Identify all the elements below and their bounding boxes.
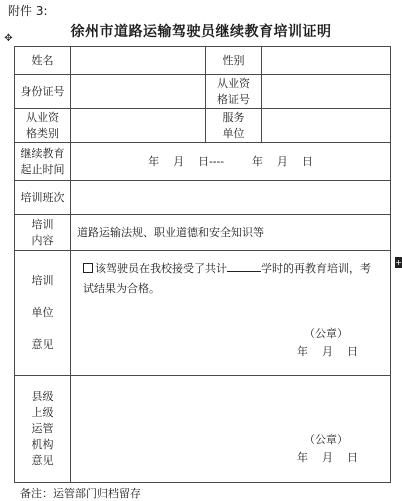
training-unit-opinion-field	[71, 251, 391, 376]
opinion-label-line3: 意见	[31, 338, 54, 351]
qualification-cert-label-line2: 格证号	[217, 92, 250, 106]
county-authority-opinion-label	[15, 376, 71, 483]
hours-blank-field[interactable]	[227, 259, 261, 272]
training-unit-date: 年 月 日	[297, 345, 358, 358]
county-label-line4: 机构	[31, 438, 54, 451]
row-name-gender	[15, 47, 391, 75]
service-unit-label-line1: 服务	[222, 110, 245, 124]
qualification-category-field[interactable]	[71, 109, 206, 143]
gender-field[interactable]	[262, 47, 391, 75]
name-label: 姓名	[15, 47, 71, 75]
row-class	[15, 181, 391, 215]
id-number-label: 身份证号	[15, 75, 71, 109]
statement-suffix: 学时的再教育培训，考试结果为合格。	[83, 262, 371, 295]
qualification-cert-label	[206, 75, 262, 109]
row-county-opinion	[15, 376, 391, 483]
opinion-label-line1: 培训	[31, 274, 54, 287]
county-authority-opinion-field	[71, 376, 391, 483]
county-authority-seal: （公章）	[304, 433, 348, 446]
service-unit-field[interactable]	[262, 109, 391, 143]
qualification-category-label-line1: 从业资	[26, 110, 59, 124]
row-category-unit	[15, 109, 391, 143]
name-field[interactable]	[71, 47, 206, 75]
id-number-field[interactable]	[71, 75, 206, 109]
attachment-label: 附件 3:	[8, 4, 48, 18]
service-unit-label-line2: 单位	[222, 126, 245, 140]
training-period-label-line1: 继续教育	[20, 146, 65, 160]
statement-prefix: 该驾驶员在我校接受了共计	[95, 262, 227, 275]
move-cross-icon[interactable]: ✥	[4, 33, 13, 44]
training-period-label-line2: 起止时间	[20, 162, 65, 176]
training-period-field[interactable]: 年 月 日---- 年 月 日	[71, 143, 391, 181]
county-label-line3: 运管	[31, 422, 54, 435]
training-statement	[71, 251, 390, 299]
document-title: 徐州市道路运输驾驶员继续教育培训证明	[70, 24, 332, 40]
row-content	[15, 215, 391, 251]
qualification-category-label	[15, 109, 71, 143]
county-label-line1: 县级	[31, 390, 54, 403]
opinion-label-line2: 单位	[31, 306, 54, 319]
county-authority-date: 年 月 日	[297, 451, 358, 464]
edge-marker-icon[interactable]: +	[395, 258, 402, 267]
qualification-cert-field[interactable]	[262, 75, 391, 109]
checkbox-icon[interactable]	[83, 263, 93, 273]
training-unit-opinion-label	[15, 251, 71, 376]
qualification-cert-label-line1: 从业资	[217, 76, 250, 90]
training-content-label-line2: 内容	[31, 233, 54, 247]
training-content-label	[15, 215, 71, 251]
county-label-line2: 上级	[31, 406, 54, 419]
training-unit-seal: （公章）	[304, 327, 348, 340]
training-period-label	[15, 143, 71, 181]
service-unit-label	[206, 109, 262, 143]
gender-label: 性别	[206, 47, 262, 75]
row-period	[15, 143, 391, 181]
qualification-category-label-line2: 格类别	[26, 126, 59, 140]
certificate-form-table	[14, 46, 391, 483]
row-id-cert	[15, 75, 391, 109]
row-training-opinion	[15, 251, 391, 376]
training-class-field[interactable]	[71, 181, 391, 215]
training-class-label: 培训班次	[15, 181, 71, 215]
training-content-field: 道路运输法规、职业道德和安全知识等	[71, 215, 391, 251]
county-label-line5: 意见	[31, 454, 54, 467]
footer-note: 备注：运管部门归档留存	[20, 487, 141, 500]
training-content-label-line1: 培训	[31, 217, 54, 231]
